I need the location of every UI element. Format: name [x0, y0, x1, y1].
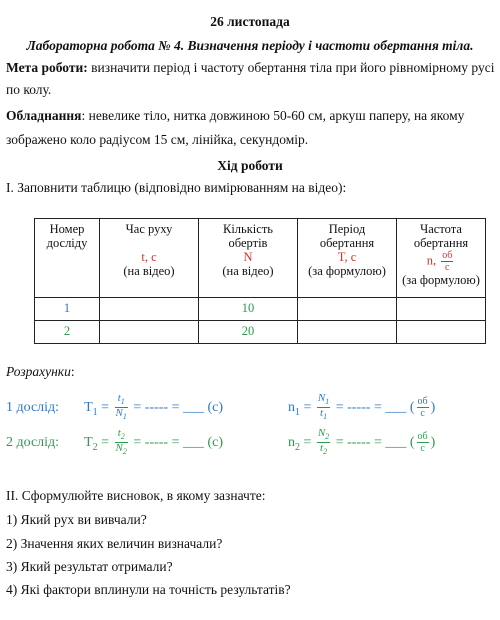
denominator-subscript: 2	[323, 447, 328, 457]
exp1-period-fraction	[115, 393, 128, 422]
header-label: досліду	[46, 236, 88, 250]
table-row	[35, 298, 486, 321]
equipment-text-1: : невелике тіло, нитка довжиною 50-60 см, аркуш паперу, на якому	[81, 108, 465, 123]
equipment-line-1	[6, 106, 494, 125]
header-label: Період	[328, 222, 366, 236]
equipment-label: Обладнання	[6, 108, 82, 123]
question-3: 3) Який результат отримали?	[6, 559, 173, 574]
closing-paren: )	[430, 399, 436, 415]
cell-number: 2	[35, 321, 100, 344]
lab-title: Лабораторна робота № 4. Визначення періоду і частоти обертання тіла.	[26, 38, 474, 53]
header-label: Час руху	[125, 222, 173, 236]
header-time	[100, 219, 199, 298]
header-symbol	[400, 250, 482, 273]
exp1-period-symbol: $T_1$ =	[84, 399, 110, 418]
cell-time[interactable]	[100, 321, 199, 344]
cell-time[interactable]	[100, 298, 199, 321]
fraction-denominator	[115, 443, 128, 457]
exp2-period-tail: = ----- = ___ (с)	[133, 434, 224, 450]
header-label: Кількість	[222, 222, 273, 236]
task-1-text: I. Заповнити таблицю (відповідно вимірюванням на відео):	[6, 180, 347, 195]
header-symbol: N	[243, 250, 253, 264]
numerator-letter: t	[117, 392, 121, 404]
question-1: 1) Який рух ви вивчали?	[6, 512, 147, 527]
goal-label: Мета роботи:	[6, 60, 88, 75]
calc-heading-line	[6, 362, 494, 381]
header-symbol: t, c	[141, 250, 157, 264]
date-heading: 26 листопада	[210, 14, 290, 29]
fraction-numerator	[317, 393, 330, 408]
experiment-1-frequency	[288, 393, 435, 423]
procedure-heading: Хід роботи	[217, 158, 283, 173]
fraction-denominator	[317, 408, 330, 422]
header-note: (за формулою)	[402, 273, 480, 287]
results-table	[34, 218, 486, 344]
header-note: (за формулою)	[308, 264, 386, 278]
numerator-letter: N	[317, 392, 326, 404]
header-label: обертів	[228, 236, 268, 250]
cell-frequency[interactable]	[397, 321, 486, 344]
exp2-frequency-fraction	[317, 428, 330, 457]
cell-period[interactable]	[298, 321, 397, 344]
exp1-label: 1 дослід:	[6, 399, 60, 415]
calc-heading: Розрахунки	[6, 364, 71, 379]
unit-numerator: об	[442, 250, 453, 261]
unit-numerator: об	[417, 431, 428, 443]
denominator-subscript: 1	[323, 412, 328, 422]
period-letter: T	[84, 434, 93, 450]
exp2-frequency-tail: = ----- = ___ (	[335, 434, 415, 450]
frequency-letter: n	[288, 434, 295, 450]
denominator-letter: N	[115, 442, 123, 455]
exp1-frequency-symbol: $n_1$ =	[288, 399, 312, 418]
header-label: обертання	[413, 236, 469, 250]
header-label: обертання	[319, 236, 375, 250]
exp2-period-symbol: $T_2$ =	[84, 434, 110, 453]
goal-line-1	[6, 58, 494, 77]
closing-paren: )	[430, 434, 436, 450]
goal-text-1: визначити період і частоту обертання тіла при його рівномірному русі	[87, 60, 495, 75]
task-2-text: II. Сформулюйте висновок, в якому зазначте:	[6, 488, 266, 503]
numerator-subscript: 2	[120, 432, 125, 442]
header-note: (на відео)	[123, 264, 175, 278]
fraction-numerator	[317, 428, 330, 443]
header-symbol: T, c	[337, 250, 357, 264]
header-period	[298, 219, 397, 298]
numerator-letter: N	[317, 427, 326, 439]
frequency-letter: n	[288, 399, 295, 415]
cell-revolutions: 20	[199, 321, 298, 344]
exp2-period-fraction	[115, 428, 128, 457]
cell-revolutions: 10	[199, 298, 298, 321]
exp2-label: 2 дослід:	[6, 434, 60, 450]
denominator-letter: N	[115, 407, 123, 420]
header-revolutions	[199, 219, 298, 298]
calc-colon: :	[70, 364, 75, 379]
unit-denominator: с	[445, 262, 450, 273]
fraction-denominator	[115, 408, 128, 422]
table-row	[35, 321, 486, 344]
numerator-subscript: 1	[325, 397, 330, 407]
question-2: 2) Значення яких величин визначали?	[6, 536, 223, 551]
exp2-frequency-symbol: $n_2$ =	[288, 434, 312, 453]
exp1-period-tail: = ----- = ___ (с)	[133, 399, 224, 415]
cell-period[interactable]	[298, 298, 397, 321]
numerator-letter: t	[117, 427, 121, 439]
table-header-row	[35, 219, 486, 298]
header-note: (на відео)	[222, 264, 274, 278]
period-letter: T	[84, 399, 93, 415]
denominator-subscript: 2	[122, 447, 127, 457]
goal-line-2: по колу.	[6, 82, 52, 97]
equipment-line-2: зображено коло радіусом 15 см, лінійка, секундомір.	[6, 132, 309, 147]
denominator-subscript: 1	[122, 412, 127, 422]
header-label: Номер	[49, 222, 85, 236]
unit-numerator: об	[417, 396, 428, 408]
header-label: Частота	[420, 222, 462, 236]
unit-denominator: с	[420, 443, 425, 455]
unit-fraction	[441, 250, 453, 273]
exp1-unit-fraction	[417, 396, 429, 419]
unit-denominator: с	[420, 408, 425, 420]
exp1-frequency-fraction	[317, 393, 330, 422]
frequency-symbol: n,	[426, 253, 437, 268]
period-subscript: 2	[92, 441, 98, 453]
question-4: 4) Які фактори вплинули на точність результатів?	[6, 582, 291, 597]
fraction-denominator	[317, 443, 330, 457]
period-subscript: 1	[92, 406, 98, 418]
exp1-frequency-tail: = ----- = ___ (	[335, 399, 415, 415]
header-frequency	[397, 219, 486, 298]
cell-number: 1	[35, 298, 100, 321]
fraction-numerator	[115, 428, 128, 443]
experiment-2-frequency	[288, 428, 435, 458]
denominator-letter: t	[320, 442, 324, 455]
cell-frequency[interactable]	[397, 298, 486, 321]
frequency-subscript: 2	[295, 441, 300, 453]
frequency-subscript: 1	[295, 406, 300, 418]
header-experiment-number	[35, 219, 100, 298]
numerator-subscript: 2	[325, 432, 330, 442]
fraction-numerator	[115, 393, 128, 408]
experiment-2-formulas	[6, 428, 223, 458]
denominator-letter: t	[320, 407, 324, 420]
experiment-1-formulas	[6, 393, 223, 423]
exp2-unit-fraction	[417, 431, 429, 454]
numerator-subscript: 1	[120, 397, 125, 407]
